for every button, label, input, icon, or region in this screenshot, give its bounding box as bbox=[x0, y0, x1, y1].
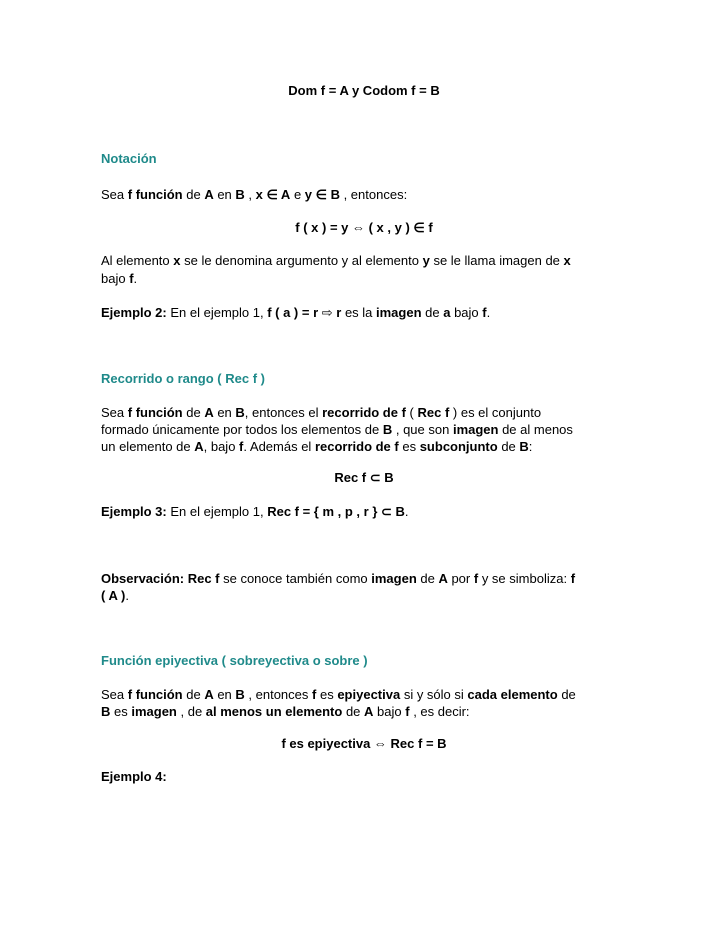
recorrido-paragraph-line-1: Sea f función de A en B, entonces el recorrido de f ( Rec f ) es el conjunto bbox=[101, 405, 542, 420]
epiyectiva-paragraph-line-1: Sea f función de A en B , entonces f es epiyectiva si y sólo si cada elemento de bbox=[101, 687, 576, 702]
observacion-line-2: ( A ). bbox=[101, 588, 129, 603]
section-heading-notacion: Notación bbox=[101, 151, 157, 166]
section-heading-epiyectiva: Función epiyectiva ( sobreyectiva o sobre ) bbox=[101, 653, 368, 668]
notacion-formula: f ( x ) = y ⇔ ( x , y ) ∈ f bbox=[295, 220, 433, 235]
observacion-line-1: Observación: Rec f se conoce también como imagen de A por f y se simboliza: f bbox=[101, 571, 576, 586]
notacion-definition: Sea f función de A en B , x ∈ A e y ∈ B , entonces: bbox=[101, 187, 408, 202]
ejemplo-3: Ejemplo 3: En el ejemplo 1, Rec f = { m , p , r } ⊂ B. bbox=[101, 504, 409, 519]
epiyectiva-formula: f es epiyectiva ⇔ Rec f = B bbox=[281, 736, 447, 751]
top-formula: Dom f = A y Codom f = B bbox=[288, 83, 440, 98]
notacion-paragraph-line-1: Al elemento x se le denomina argumento y al elemento y se le llama imagen de x bbox=[101, 253, 571, 268]
recorrido-paragraph-line-3: un elemento de A, bajo f. Además el recorrido de f es subconjunto de B: bbox=[101, 439, 533, 454]
epiyectiva-paragraph-line-2: B es imagen , de al menos un elemento de A bajo f , es decir: bbox=[101, 704, 470, 719]
recorrido-paragraph-line-2: formado únicamente por todos los elementos de B , que son imagen de al menos bbox=[101, 422, 573, 437]
recorrido-formula: Rec f ⊂ B bbox=[334, 470, 394, 485]
ejemplo-4: Ejemplo 4: bbox=[101, 769, 167, 784]
section-heading-recorrido: Recorrido o rango ( Rec f ) bbox=[101, 371, 265, 386]
notacion-paragraph-line-2: bajo f. bbox=[101, 271, 138, 286]
ejemplo-2: Ejemplo 2: En el ejemplo 1, f ( a ) = r ⇨ r es la imagen de a bajo f. bbox=[101, 305, 491, 320]
